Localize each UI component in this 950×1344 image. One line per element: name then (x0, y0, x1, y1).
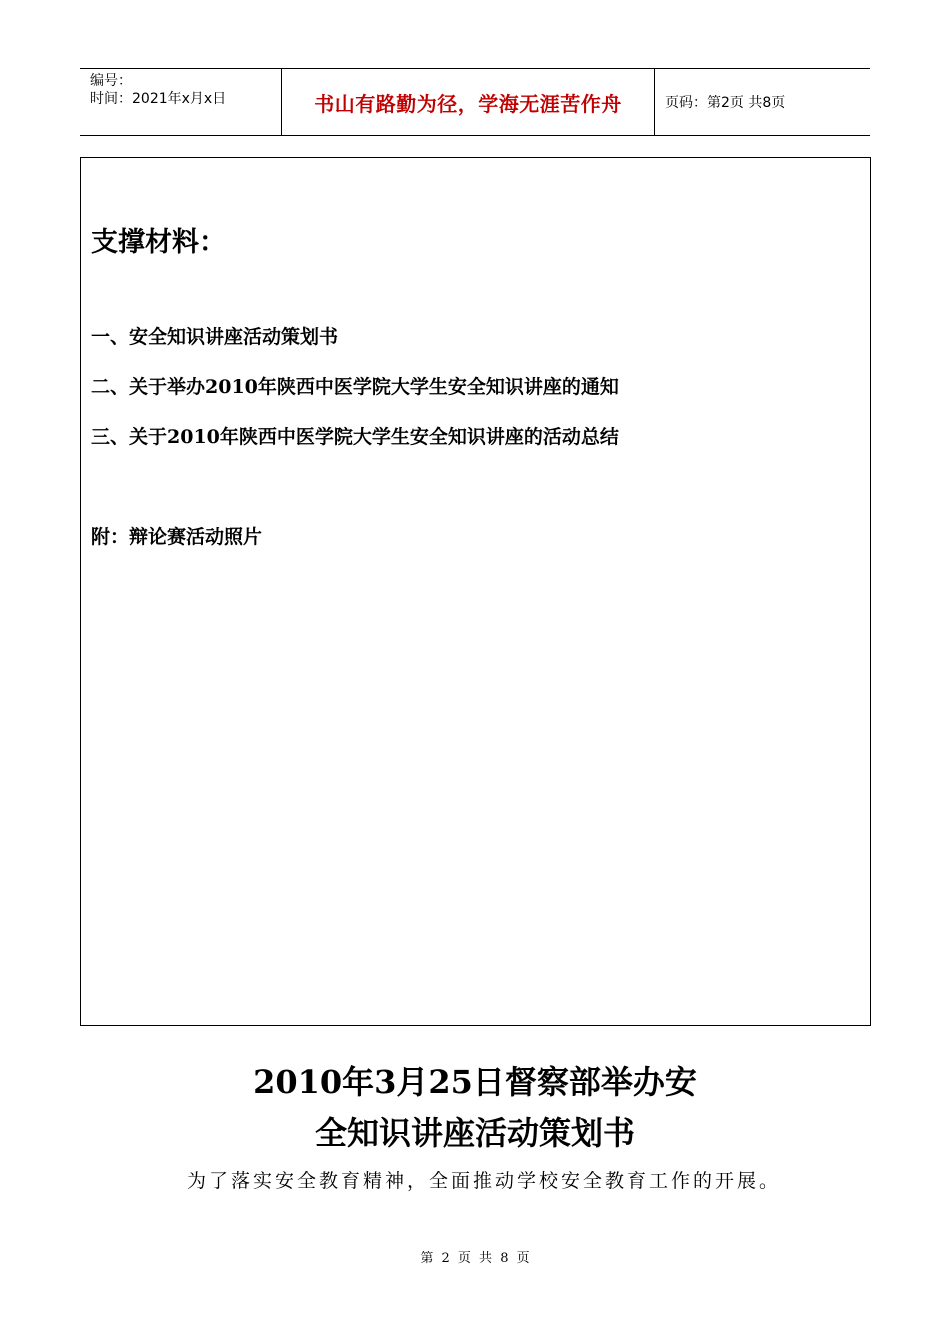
support-item-1: 一、安全知识讲座活动策划书 (91, 326, 339, 348)
motto-text: 书山有路勤为径，学海无涯苦作舟 (314, 91, 622, 116)
header-page-cell (655, 69, 870, 135)
appendix-item: 附：辩论赛活动照片 (91, 526, 263, 548)
header-motto-cell (282, 69, 655, 135)
support-heading: 支撑材料： (91, 227, 226, 258)
page-header (80, 68, 870, 136)
support-item-3: 三、关于2010年陕西中医学院大学生安全知识讲座的活动总结 (91, 426, 619, 448)
support-item-2: 二、关于举办2010年陕西中医学院大学生安全知识讲座的通知 (91, 376, 619, 398)
time-label: 时间：2021年x月x日 (90, 91, 227, 107)
header-meta-cell (80, 69, 282, 135)
plan-title-line-2: 全知识讲座活动策划书 (314, 1114, 635, 1152)
page-info: 页码：第2页 共8页 (665, 95, 786, 111)
plan-title-line-1: 2010年3月25日督察部举办安 (253, 1063, 697, 1101)
number-label: 编号： (90, 73, 132, 89)
plan-intro: 为了落实安全教育精神，全面推动学校安全教育工作的开展。 (187, 1170, 782, 1192)
page-footer: 第 2 页 共 8 页 (420, 1251, 530, 1266)
support-materials-box (80, 157, 871, 1026)
